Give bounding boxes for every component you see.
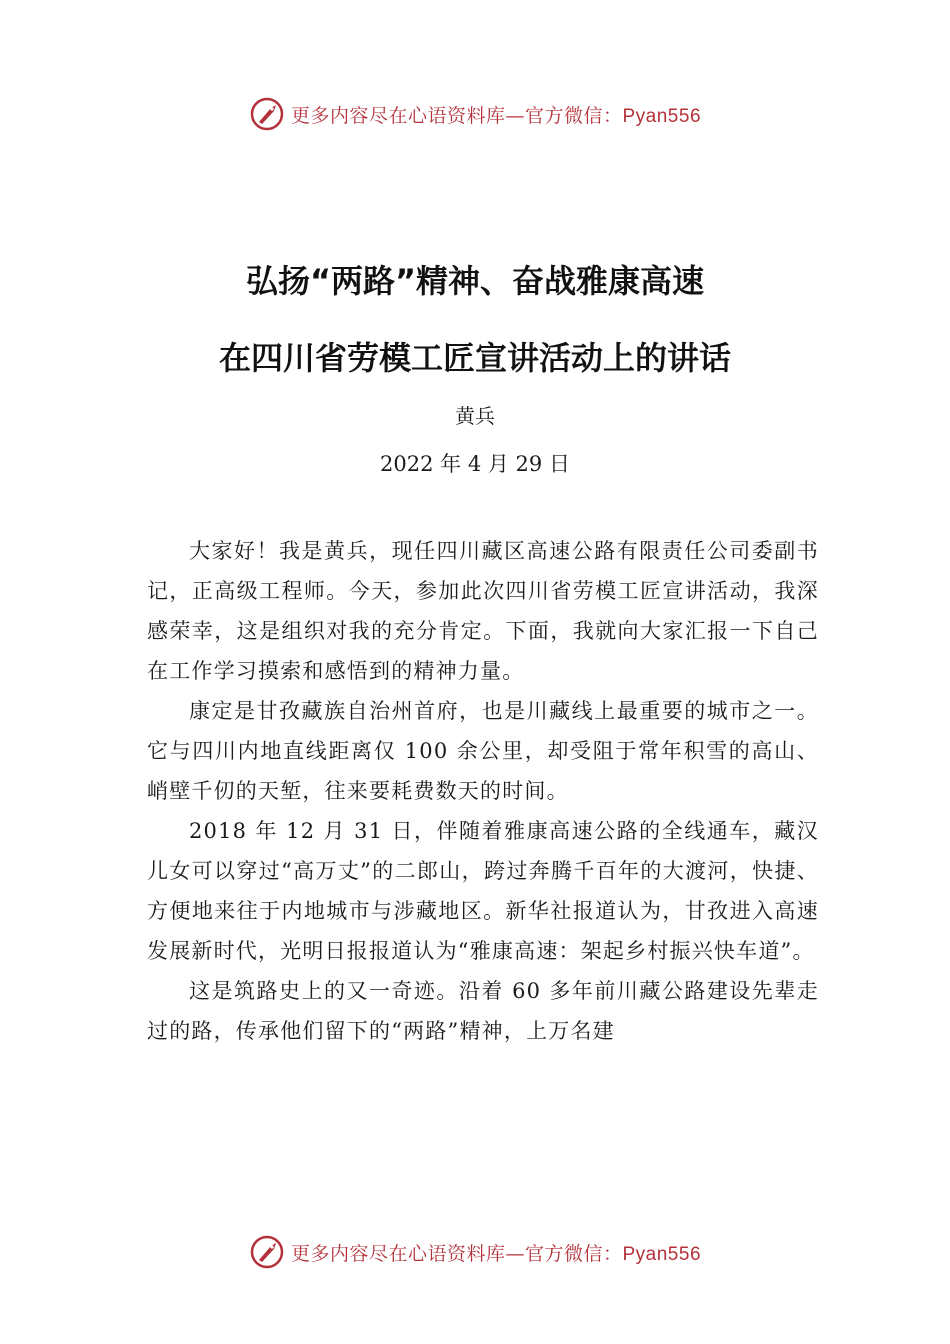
wechat-id: Pyan556 (622, 105, 702, 127)
paragraph: 康定是甘孜藏族自治州首府，也是川藏线上最重要的城市之一。它与四川内地直线距离仅 100 余公里，却受阻于常年积雪的高山、峭壁千仞的天堑，往来要耗费数天的时间。 (147, 699, 819, 803)
pen-nib-icon (249, 1234, 285, 1270)
banner-text: 更多内容尽在心语资料库—官方微信：Pyan556 (290, 104, 702, 127)
banner-text: 更多内容尽在心语资料库—官方微信：Pyan556 (290, 1242, 702, 1265)
header-banner (0, 94, 950, 134)
article-body (147, 531, 819, 1051)
date: 2022 年 4 月 29 日 (380, 452, 570, 476)
page-title: 弘扬“两路”精神、奋战雅康高速 (245, 262, 705, 300)
paragraph: 2018 年 12 月 31 日，伴随着雅康高速公路的全线通车，藏汉儿女可以穿过“高万丈”的二郎山，跨过奔腾千百年的大渡河，快捷、方便地来往于内地城市与涉藏地区。新华社报道认为，甘孜进入高速发展新时代，光明日报报道认为“雅康高速：架起乡村振兴快车道”。 (147, 819, 819, 963)
pen-nib-icon (249, 96, 285, 132)
footer-banner (0, 1232, 950, 1272)
paragraph: 大家好！我是黄兵，现任四川藏区高速公路有限责任公司委副书记，正高级工程师。今天，参加此次四川省劳模工匠宣讲活动，我深感荣幸，这是组织对我的充分肯定。下面，我就向大家汇报一下自己在工作学习摸索和感悟到的精神力量。 (147, 539, 819, 683)
author: 黄兵 (455, 404, 495, 428)
paragraph: 这是筑路史上的又一奇迹。沿着 60 多年前川藏公路建设先辈走过的路，传承他们留下的“两路”精神，上万名建 (147, 979, 819, 1043)
wechat-id: Pyan556 (622, 1243, 702, 1265)
page-subtitle: 在四川省劳模工匠宣讲活动上的讲话 (218, 339, 731, 377)
